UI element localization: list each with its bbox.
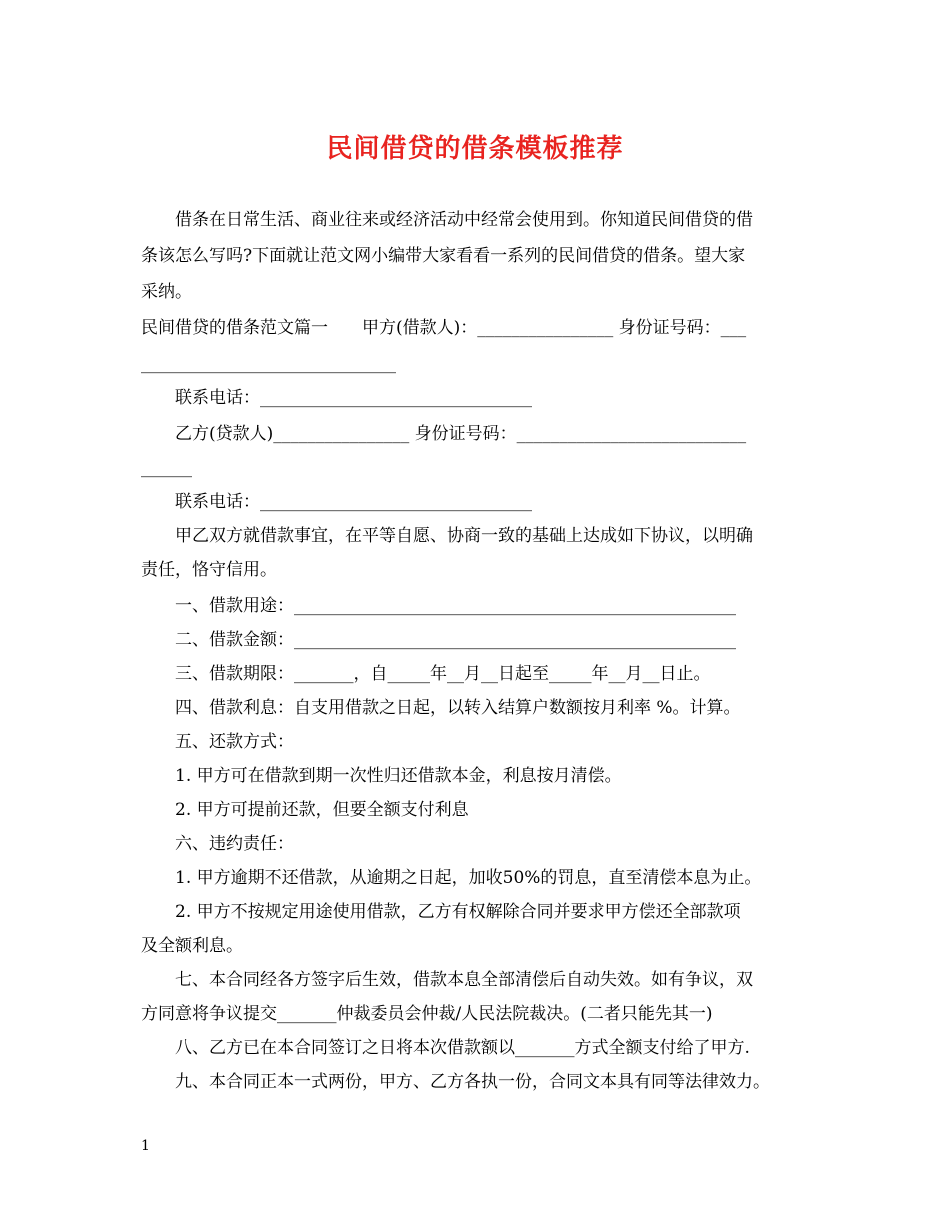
clause-3: 三、借款期限：_______，自_____年__月__日起至_____年__月__日止。 bbox=[175, 664, 711, 684]
clause-8: 八、乙方已在本合同签订之日将本次借款额以_______方式全额支付给了甲方. bbox=[175, 1038, 750, 1058]
intro-line-3: 采纳。 bbox=[141, 282, 192, 302]
clause-4: 四、借款利息：自支用借款之日起，以转入结算户数额按月利率 %。计算。 bbox=[175, 698, 741, 718]
clause-6: 六、违约责任： bbox=[175, 834, 294, 854]
intro-line-2: 条该怎么写吗?下面就让范文网小编带大家看看一系列的民间借贷的借条。望大家 bbox=[141, 246, 746, 266]
clause-7-cont: 方同意将争议提交_______仲裁委员会仲裁/人民法院裁决。(二者只能先其一) bbox=[141, 1004, 713, 1024]
party-b-cont: ______ bbox=[141, 458, 192, 478]
clause-2: 二、借款金额：____________________________________________________ bbox=[175, 630, 736, 650]
agreement-line-1: 甲乙双方就借款事宜，在平等自愿、协商一致的基础上达成如下协议，以明确 bbox=[175, 526, 753, 546]
party-b-phone: 联系电话：________________________________ bbox=[175, 492, 532, 512]
clause-5: 五、还款方式： bbox=[175, 732, 294, 752]
document-title: 民间借贷的借条模板推荐 bbox=[326, 134, 624, 164]
clause-5-item-2: 2. 甲方可提前还款，但要全额支付利息 bbox=[175, 800, 469, 820]
clause-7: 七、本合同经各方签字后生效，借款本息全部清偿后自动失效。如有争议，双 bbox=[175, 970, 753, 990]
clause-6-item-2-cont: 及全额利息。 bbox=[141, 936, 243, 956]
party-a-phone: 联系电话：________________________________ bbox=[175, 388, 532, 408]
page-number: 1 bbox=[141, 1138, 150, 1154]
clause-9: 九、本合同正本一式两份，甲方、乙方各执一份，合同文本具有同等法律效力。 bbox=[175, 1072, 770, 1092]
sample-heading: 民间借贷的借条范文篇一 甲方(借款人)：________________ 身份证号码：___ bbox=[141, 318, 747, 338]
clause-1: 一、借款用途：____________________________________________________ bbox=[175, 596, 736, 616]
sample-heading-cont: ______________________________ bbox=[141, 354, 396, 374]
clause-6-item-1: 1. 甲方逾期不还借款，从逾期之日起，加收50%的罚息，直至清偿本息为止。 bbox=[175, 868, 762, 888]
clause-5-item-1: 1. 甲方可在借款到期一次性归还借款本金，利息按月清偿。 bbox=[175, 766, 622, 786]
party-b-line: 乙方(贷款人)________________ 身份证号码：___________________________ bbox=[175, 424, 747, 444]
agreement-line-2: 责任，恪守信用。 bbox=[141, 560, 277, 580]
intro-line-1: 借条在日常生活、商业往来或经济活动中经常会使用到。你知道民间借贷的借 bbox=[175, 210, 753, 230]
clause-6-item-2: 2. 甲方不按规定用途使用借款，乙方有权解除合同并要求甲方偿还全部款项 bbox=[175, 902, 741, 922]
